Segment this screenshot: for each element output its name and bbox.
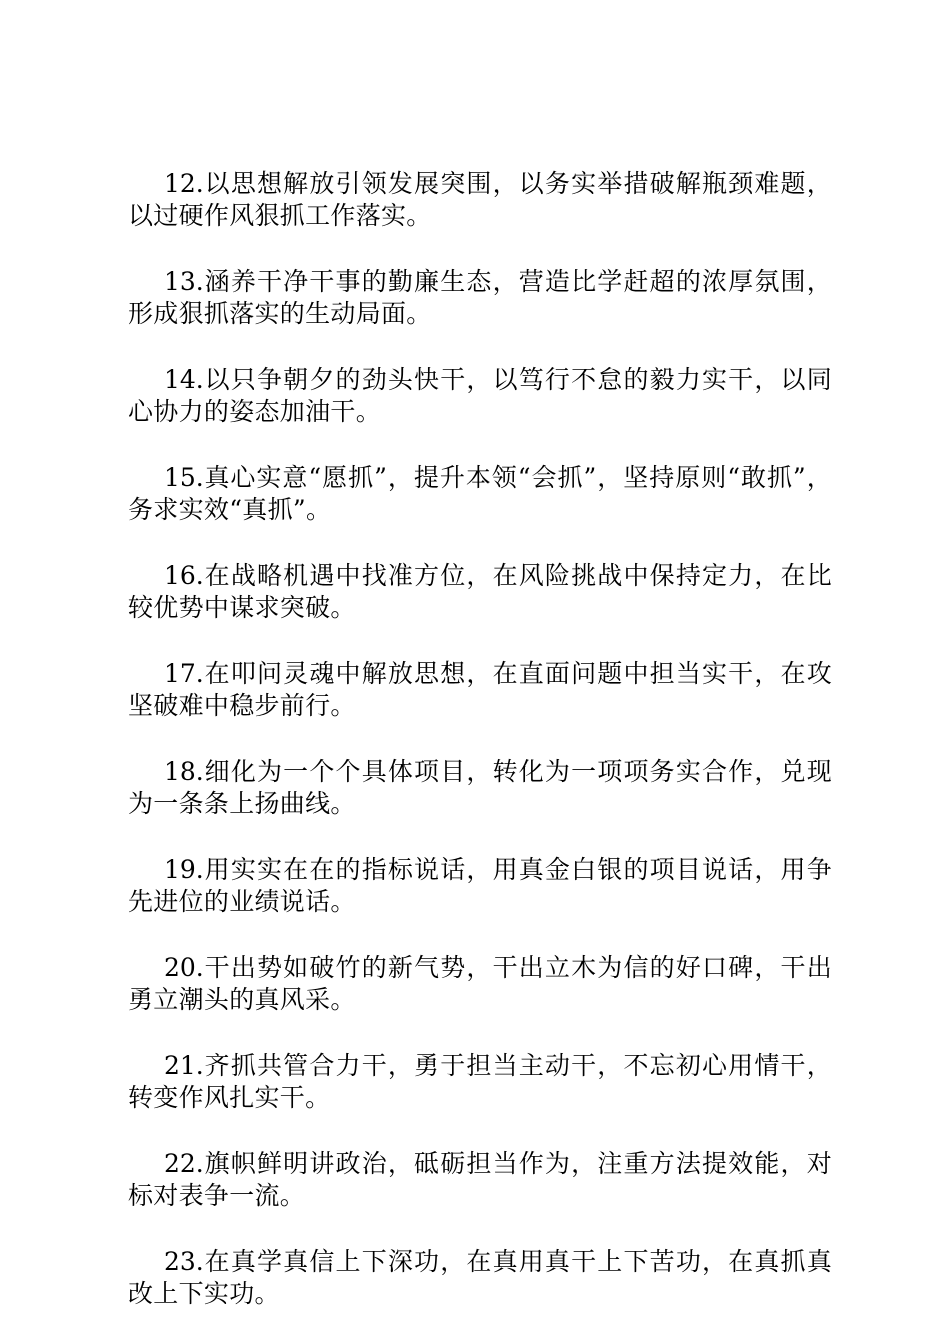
list-item-21 (128, 1050, 832, 1114)
list-item-20 (128, 952, 832, 1016)
list-item-12 (128, 168, 832, 232)
list-item-19 (128, 854, 832, 918)
item-number: 18. (164, 757, 204, 786)
item-text: 以只争朝夕的劲头快干，以笃行不怠的毅力实干，以同心协力的姿态加油干。 (128, 365, 832, 426)
list-item-22 (128, 1148, 832, 1212)
item-text: 在战略机遇中找准方位，在风险挑战中保持定力，在比较优势中谋求突破。 (128, 561, 832, 622)
item-text: 真心实意“愿抓”，提升本领“会抓”，坚持原则“敢抓”，务求实效“真抓”。 (128, 463, 832, 524)
item-number: 23. (164, 1247, 204, 1276)
item-number: 14. (164, 365, 204, 394)
item-text: 旗帜鲜明讲政治，砥砺担当作为，注重方法提效能，对标对表争一流。 (128, 1149, 832, 1210)
list-item-15 (128, 462, 832, 526)
item-number: 15. (164, 463, 204, 492)
item-text: 细化为一个个具体项目，转化为一项项务实合作，兑现为一条条上扬曲线。 (128, 757, 832, 818)
document-body (128, 168, 832, 1344)
list-item-16 (128, 560, 832, 624)
item-number: 12. (164, 169, 204, 198)
item-number: 21. (164, 1051, 204, 1080)
item-text: 用实实在在的指标说话，用真金白银的项目说话，用争先进位的业绩说话。 (128, 855, 832, 916)
item-text: 在真学真信上下深功，在真用真干上下苦功，在真抓真改上下实功。 (128, 1247, 832, 1308)
item-number: 22. (164, 1149, 204, 1178)
item-text: 在叩问灵魂中解放思想，在直面问题中担当实干，在攻坚破难中稳步前行。 (128, 659, 832, 720)
item-number: 16. (164, 561, 204, 590)
item-number: 19. (164, 855, 204, 884)
item-number: 20. (164, 953, 204, 982)
item-text: 干出势如破竹的新气势，干出立木为信的好口碑，干出勇立潮头的真风采。 (128, 953, 832, 1014)
list-item-17 (128, 658, 832, 722)
item-text: 以思想解放引领发展突围，以务实举措破解瓶颈难题，以过硬作风狠抓工作落实。 (128, 169, 832, 230)
item-number: 13. (164, 267, 204, 296)
item-number: 17. (164, 659, 204, 688)
item-text: 涵养干净干事的勤廉生态，营造比学赶超的浓厚氛围，形成狠抓落实的生动局面。 (128, 267, 832, 328)
list-item-13 (128, 266, 832, 330)
list-item-18 (128, 756, 832, 820)
item-text: 齐抓共管合力干，勇于担当主动干，不忘初心用情干，转变作风扎实干。 (128, 1051, 832, 1112)
list-item-14 (128, 364, 832, 428)
list-item-23 (128, 1246, 832, 1310)
